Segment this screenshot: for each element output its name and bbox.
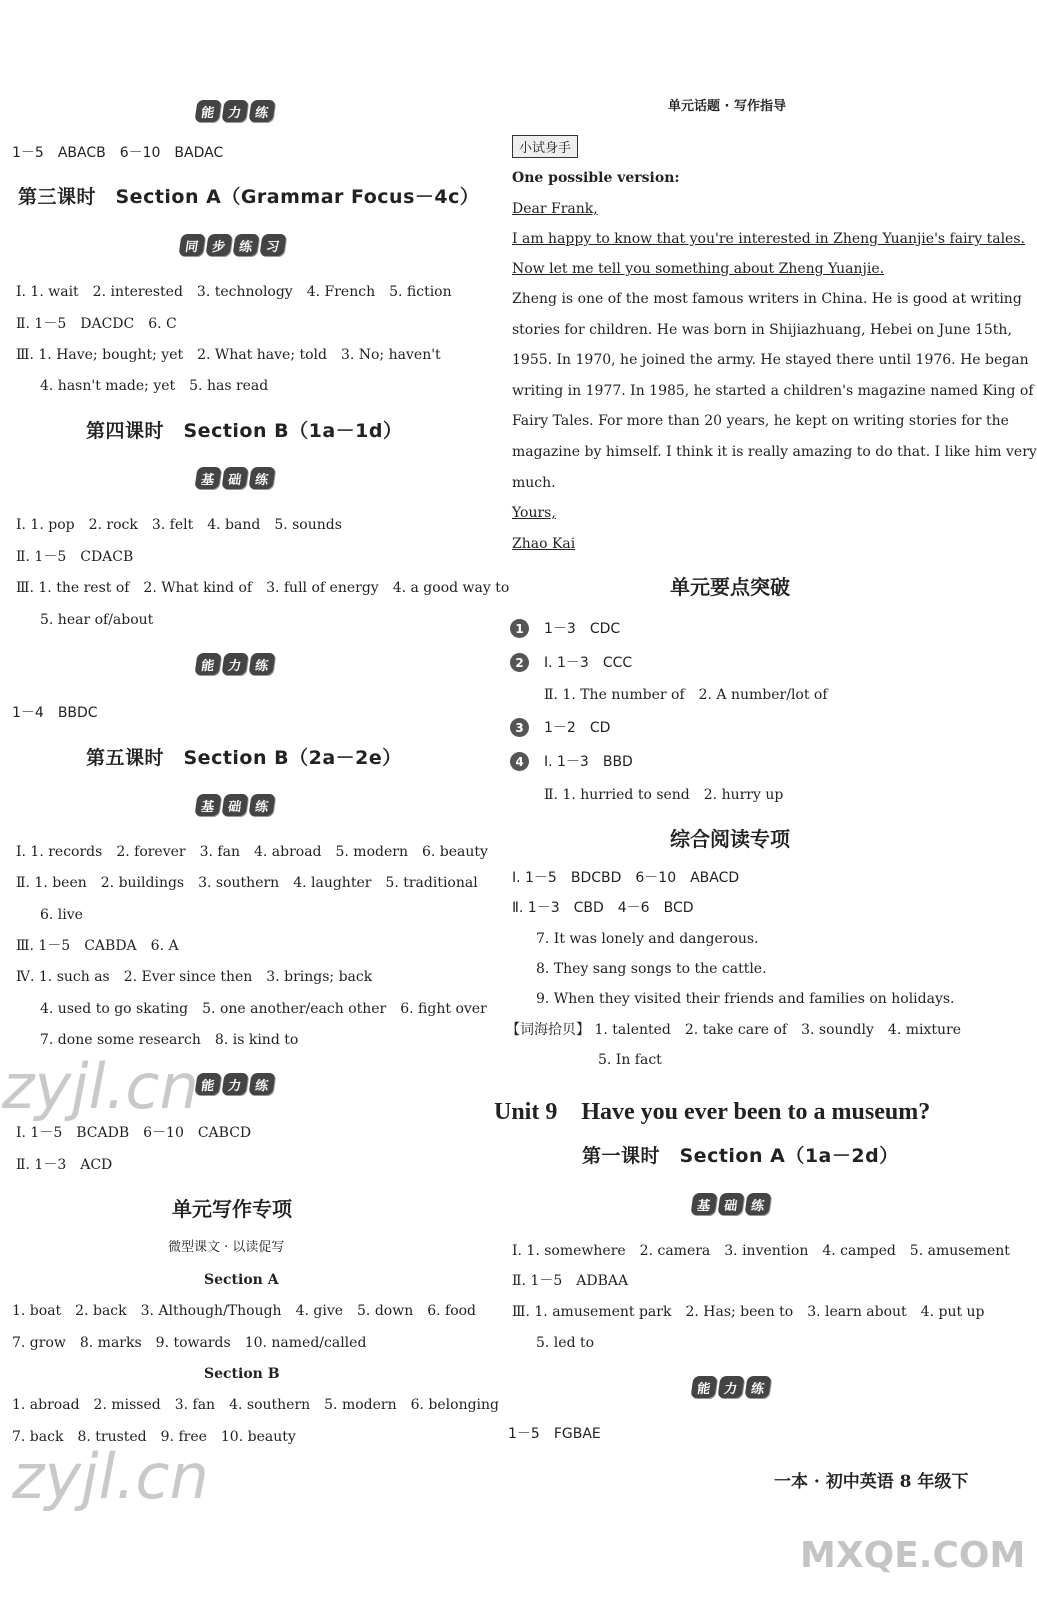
ability-practice-badge: [692, 1376, 770, 1398]
basic-practice-badge: [692, 1193, 770, 1215]
answer-line: 7. back 8. trusted 9. free 10. beauty: [12, 1429, 296, 1445]
badge-char: 能: [194, 653, 221, 675]
badge-char: 习: [259, 234, 286, 256]
answer-line: 7. grow 8. marks 9. towards 10. named/called: [12, 1335, 367, 1351]
answer-line: Ⅱ. 1－5 DACDC 6. C: [16, 316, 177, 332]
section-title: 单元写作专项: [172, 1197, 292, 1221]
badge-char: 练: [744, 1193, 771, 1215]
essay-line: much.: [512, 475, 556, 491]
ability-practice-badge: [196, 653, 274, 675]
essay-line: 1955. In 1970, he joined the army. He stayed there until 1976. He began: [512, 352, 1029, 368]
watermark: zyjl.cn: [12, 1440, 209, 1513]
badge-char: 力: [717, 1376, 744, 1398]
lesson-title: 第五课时 Section B（2a－2e）: [86, 747, 402, 769]
answer-line: Ⅰ. 1. somewhere 2. camera 3. invention 4. camped 5. amusement: [512, 1243, 1010, 1259]
essay-line: writing in 1977. In 1985, he started a children's magazine named King of: [512, 383, 1034, 399]
answer-line: 1－5 FGBAE: [508, 1426, 601, 1442]
answer-line: Ⅳ. 1. such as 2. Ever since then 3. brings; back: [16, 969, 373, 985]
essay-intro: One possible version:: [512, 170, 680, 186]
number-circle: 2: [510, 653, 529, 672]
answer-line: Ⅰ. 1－3 BBD: [544, 754, 633, 770]
answer-line: Ⅰ. 1－3 CCC: [544, 655, 633, 671]
badge-char: 力: [221, 653, 248, 675]
answer-line: 5. led to: [536, 1335, 595, 1351]
answer-line: 1－3 CDC: [544, 621, 621, 637]
badge-char: 能: [690, 1376, 717, 1398]
essay-line: I am happy to know that you're interested in Zheng Yuanjie's fairy tales.: [512, 231, 1025, 247]
section-subtitle: 微型课文 · 以读促写: [168, 1240, 285, 1255]
number-circle: 3: [510, 718, 529, 737]
badge-char: 力: [221, 1073, 248, 1095]
answer-line: 【词海拾贝】 1. talented 2. take care of 3. soundly 4. mixture: [506, 1022, 961, 1038]
ability-practice-badge: [196, 1073, 274, 1095]
essay-line: Now let me tell you something about Zheng Yuanjie.: [512, 261, 885, 277]
badge-char: 练: [248, 1073, 275, 1095]
badge-char: 基: [690, 1193, 717, 1215]
tag-label: 小试身手: [512, 135, 578, 158]
page-header: 单元话题 · 写作指导: [668, 99, 786, 114]
lesson-title: 第一课时 Section A（1a－2d）: [582, 1145, 899, 1167]
sync-practice-badge: [180, 234, 285, 256]
badge-char: 础: [221, 467, 248, 489]
answer-line: Ⅲ. 1. Have; bought; yet 2. What have; told 3. No; haven't: [16, 347, 441, 363]
badge-char: 练: [248, 467, 275, 489]
answer-line: Ⅱ. 1. hurried to send 2. hurry up: [544, 787, 784, 803]
answer-line: 1－5 ABACB 6－10 BADAC: [12, 145, 224, 161]
watermark: zyjl.cn: [2, 1050, 199, 1123]
badge-char: 基: [194, 467, 221, 489]
answer-line: 8. They sang songs to the cattle.: [536, 961, 767, 977]
answer-line: 7. done some research 8. is kind to: [40, 1032, 299, 1048]
answer-line: 4. hasn't made; yet 5. has read: [40, 378, 269, 394]
badge-char: 能: [194, 1073, 221, 1095]
essay-line: Yours,: [512, 505, 556, 521]
page-footer: 一本 · 初中英语 8 年级下: [774, 1472, 969, 1492]
section-label: Section A: [204, 1272, 279, 1288]
essay-line: Dear Frank,: [512, 201, 598, 217]
badge-char: 练: [744, 1376, 771, 1398]
badge-char: 础: [221, 794, 248, 816]
answer-line: 5. In fact: [598, 1052, 662, 1068]
badge-char: 础: [717, 1193, 744, 1215]
answer-line: 4. used to go skating 5. one another/each other 6. fight over: [40, 1001, 487, 1017]
lesson-title: 第三课时 Section A（Grammar Focus－4c）: [18, 186, 480, 208]
badge-char: 基: [194, 794, 221, 816]
answer-line: Ⅱ. 1. been 2. buildings 3. southern 4. laughter 5. traditional: [16, 875, 478, 891]
answer-line: Ⅱ. 1－5 CDACB: [16, 549, 134, 565]
essay-line: Zhao Kai: [512, 536, 576, 552]
answer-line: Ⅱ. 1－3 ACD: [16, 1157, 113, 1173]
number-circle: 1: [510, 619, 529, 638]
answer-line: Ⅱ. 1－3 CBD 4－6 BCD: [512, 900, 694, 916]
answer-line: 1－2 CD: [544, 720, 611, 736]
badge-char: 能: [194, 100, 221, 122]
section-label: Section B: [204, 1366, 280, 1382]
badge-char: 力: [221, 100, 248, 122]
essay-line: stories for children. He was born in Shijiazhuang, Hebei on June 15th,: [512, 322, 1012, 338]
section-title: 综合阅读专项: [670, 827, 790, 851]
answer-line: Ⅰ. 1. records 2. forever 3. fan 4. abroad 5. modern 6. beauty: [16, 844, 488, 860]
answer-line: 1. abroad 2. missed 3. fan 4. southern 5. modern 6. belonging: [12, 1397, 500, 1413]
badge-char: 练: [248, 653, 275, 675]
ability-practice-badge: [196, 100, 274, 122]
answer-line: 5. hear of/about: [40, 612, 154, 628]
basic-practice-badge: [196, 794, 274, 816]
watermark: MXQE.COM: [800, 1535, 1026, 1576]
essay-line: Fairy Tales. For more than 20 years, he kept on writing stories for the: [512, 413, 1009, 429]
essay-line: magazine by himself. I think it is really amazing to do that. I like him very: [512, 444, 1037, 460]
badge-char: 步: [205, 234, 232, 256]
section-title: 单元要点突破: [670, 575, 790, 599]
answer-line: Ⅰ. 1－5 BCADB 6－10 CABCD: [16, 1125, 252, 1141]
answer-line: Ⅲ. 1－5 CABDA 6. A: [16, 938, 179, 954]
answer-line: Ⅱ. 1－5 ADBAA: [512, 1273, 629, 1289]
unit-title: Unit 9 Have you ever been to a museum?: [494, 1099, 931, 1125]
answer-line: 7. It was lonely and dangerous.: [536, 931, 759, 947]
answer-line: 1－4 BBDC: [12, 705, 98, 721]
badge-char: 练: [248, 100, 275, 122]
essay-line: Zheng is one of the most famous writers in China. He is good at writing: [512, 291, 1022, 307]
badge-char: 同: [178, 234, 205, 256]
badge-char: 练: [232, 234, 259, 256]
answer-line: Ⅰ. 1－5 BDCBD 6－10 ABACD: [512, 870, 740, 886]
answer-line: Ⅰ. 1. pop 2. rock 3. felt 4. band 5. sounds: [16, 517, 342, 533]
answer-line: Ⅰ. 1. wait 2. interested 3. technology 4. French 5. fiction: [16, 284, 452, 300]
badge-char: 练: [248, 794, 275, 816]
lesson-title: 第四课时 Section B（1a－1d）: [86, 420, 403, 442]
basic-practice-badge: [196, 467, 274, 489]
answer-line: Ⅲ. 1. the rest of 2. What kind of 3. full of energy 4. a good way to: [16, 580, 510, 596]
answer-line: 9. When they visited their friends and families on holidays.: [536, 991, 955, 1007]
answer-line: Ⅱ. 1. The number of 2. A number/lot of: [544, 687, 828, 703]
number-circle: 4: [510, 752, 529, 771]
answer-line: 1. boat 2. back 3. Although/Though 4. give 5. down 6. food: [12, 1303, 477, 1319]
answer-line: 6. live: [40, 907, 83, 923]
answer-line: Ⅲ. 1. amusement park 2. Has; been to 3. learn about 4. put up: [512, 1304, 985, 1320]
